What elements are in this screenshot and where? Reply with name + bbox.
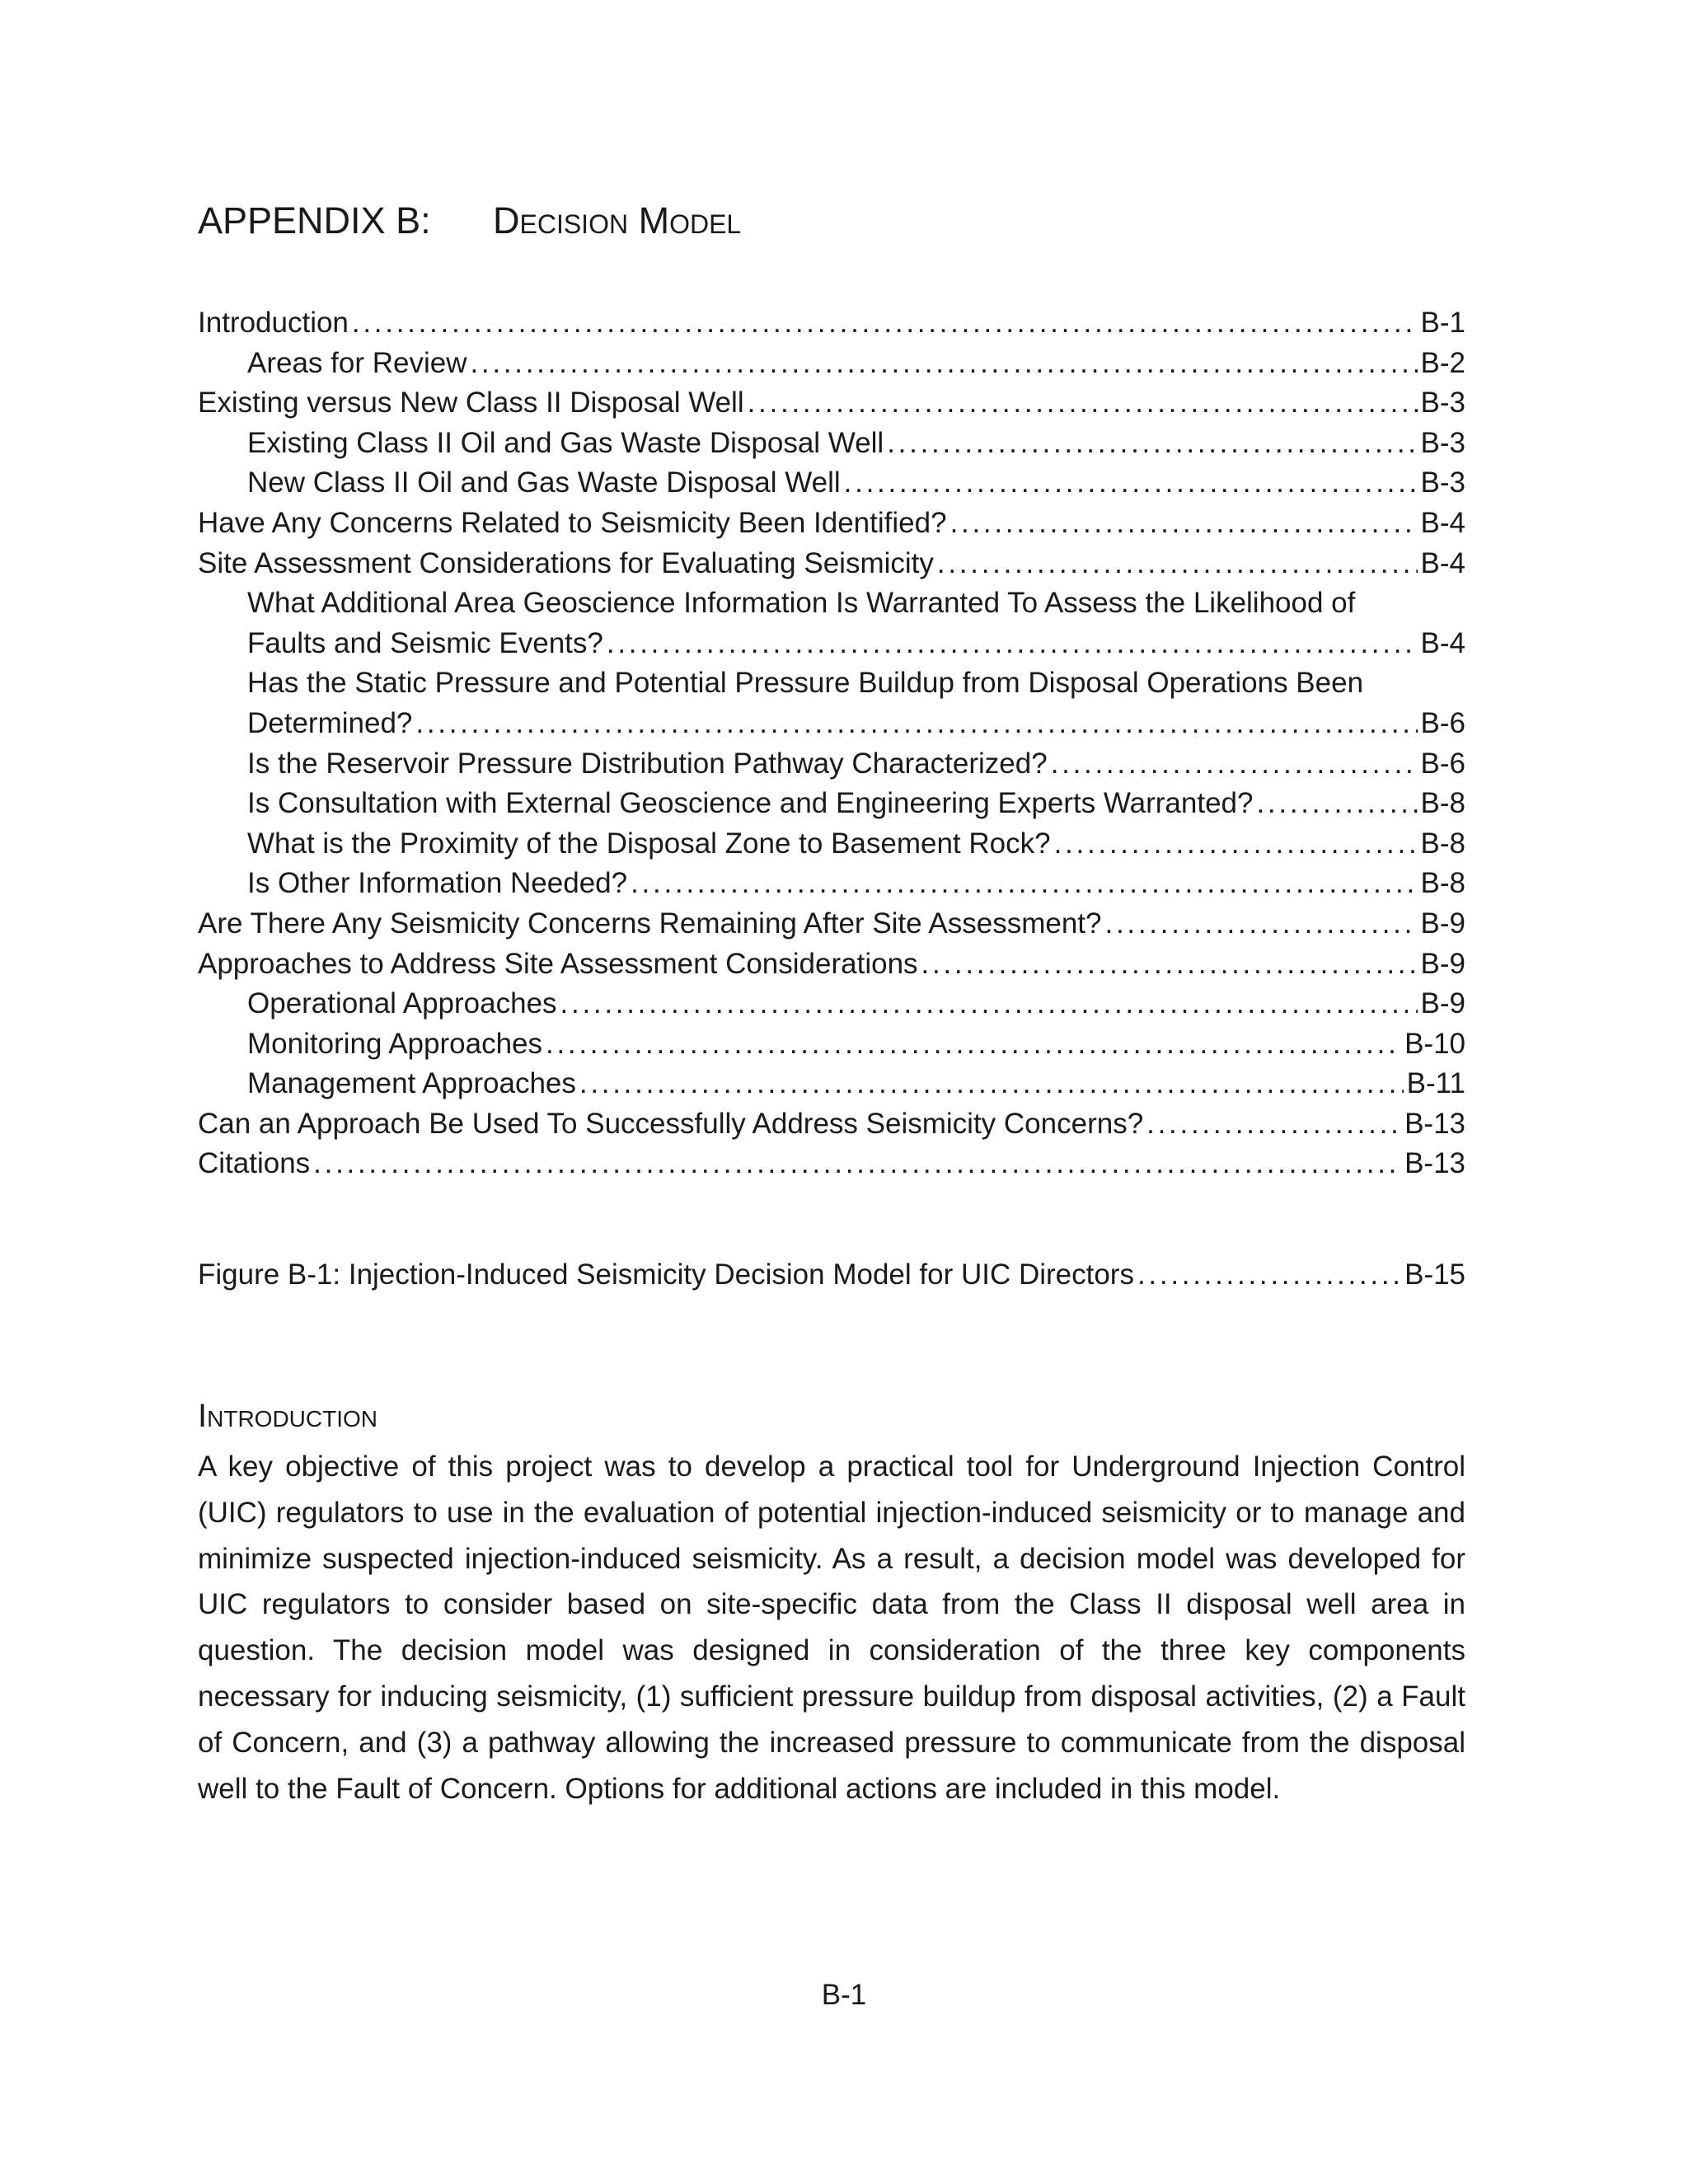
toc-page-number: B-1 xyxy=(1420,307,1465,339)
toc-leader-dots xyxy=(950,504,1418,544)
appendix-name: Decision Model xyxy=(493,199,742,241)
toc-page-number: B-4 xyxy=(1420,626,1465,659)
toc-page-number: B-3 xyxy=(1420,466,1465,499)
toc-entry-title: Is Consultation with External Geoscience and Engineering Experts Warranted? xyxy=(247,787,1254,820)
toc-leader-dots xyxy=(313,1144,1401,1184)
toc-entry-title: New Class II Oil and Gas Waste Disposal Well xyxy=(247,466,841,499)
toc-leader-dots xyxy=(1137,1255,1401,1296)
toc-entry-areas-for-review[interactable] xyxy=(198,344,1465,384)
toc-entry-title: What is the Proximity of the Disposal Zone to Basement Rock? xyxy=(247,827,1051,860)
toc-leader-dots xyxy=(1256,784,1417,824)
toc-page-number: B-11 xyxy=(1406,1067,1465,1100)
toc-page-number: B-4 xyxy=(1420,546,1465,579)
toc-entry-geoscience-info-line1[interactable] xyxy=(198,583,1465,624)
toc-page-number: B-2 xyxy=(1420,346,1465,379)
toc-entry-expert-consultation[interactable] xyxy=(198,784,1465,824)
toc-entry-monitoring-approaches[interactable] xyxy=(198,1024,1465,1065)
toc-page-number: B-3 xyxy=(1420,426,1465,459)
list-of-figures xyxy=(198,1255,1465,1296)
toc-leader-dots xyxy=(748,383,1418,424)
toc-page-number: B-4 xyxy=(1420,506,1465,539)
toc-entry-basement-proximity[interactable] xyxy=(198,824,1465,865)
toc-leader-dots xyxy=(607,624,1418,664)
toc-entry-title: Existing versus New Class II Disposal Well xyxy=(198,387,744,419)
toc-entry-other-information[interactable] xyxy=(198,864,1465,904)
toc-leader-dots xyxy=(1105,904,1418,944)
page-title xyxy=(198,196,741,246)
toc-entry-title: Operational Approaches xyxy=(247,987,557,1020)
toc-leader-dots xyxy=(937,544,1418,584)
toc-leader-dots xyxy=(415,704,1417,744)
toc-page-number: B-9 xyxy=(1420,907,1465,940)
toc-page-number: B-9 xyxy=(1420,987,1465,1020)
toc-page-number: B-13 xyxy=(1404,1107,1465,1140)
toc-entry-title: Approaches to Address Site Assessment Considerations xyxy=(198,947,918,980)
toc-entry-successful-approach[interactable] xyxy=(198,1104,1465,1145)
toc-page-number: B-3 xyxy=(1420,387,1465,419)
toc-leader-dots xyxy=(921,944,1418,985)
toc-entry-existing-well[interactable] xyxy=(198,424,1465,464)
toc-entry-geoscience-info[interactable] xyxy=(198,624,1465,664)
toc-page-number: B-13 xyxy=(1404,1147,1465,1180)
toc-entry-title: Is the Reservoir Pressure Distribution Pathway Characterized? xyxy=(247,747,1048,780)
toc-entry-operational-approaches[interactable] xyxy=(198,984,1465,1024)
toc-leader-dots xyxy=(579,1064,1404,1104)
toc-page-number: B-10 xyxy=(1404,1027,1465,1060)
toc-page-number: B-6 xyxy=(1420,706,1465,739)
toc-entry-introduction[interactable] xyxy=(198,303,1465,344)
toc-entry-title: Monitoring Approaches xyxy=(247,1027,542,1060)
toc-entry-concerns-identified[interactable] xyxy=(198,504,1465,544)
toc-leader-dots xyxy=(631,864,1417,904)
toc-leader-dots xyxy=(546,1024,1401,1065)
toc-leader-dots xyxy=(1051,744,1418,785)
toc-leader-dots xyxy=(887,424,1417,464)
table-of-contents xyxy=(198,303,1465,1184)
toc-entry-title: Areas for Review xyxy=(247,346,467,379)
toc-entry-title: Is Other Information Needed? xyxy=(247,867,628,900)
toc-entry-static-pressure-line1[interactable] xyxy=(198,663,1465,704)
toc-leader-dots xyxy=(1054,824,1418,865)
toc-leader-dots xyxy=(470,344,1417,384)
toc-entry-title: Management Approaches xyxy=(247,1067,576,1100)
page-number-footer: B-1 xyxy=(821,1979,867,2011)
toc-leader-dots xyxy=(844,463,1418,504)
introduction-paragraph: A key objective of this project was to develop a practical tool for Underground Injection Control (UIC) regulators to use in the evaluation of potential injection-induced seismicity or to manage and minimize suspected injection-induced seismicity. As a result, a decision model was developed for UIC regulators to consider based on site-specific data from the Class II disposal well area in question. The decision model was designed in consideration of the three key components necessary for inducing seismicity, (1) sufficient pressure buildup from disposal activities, (2) a Fault of Concern, and (3) a pathway allowing the increased pressure to communicate from the disposal well to the Fault of Concern. Options for additional actions are included in this model. xyxy=(198,1451,1465,1805)
toc-entry-title: Existing Class II Oil and Gas Waste Disposal Well xyxy=(247,426,884,459)
toc-entry-title: What Additional Area Geoscience Information Is Warranted To Assess the Likelihood of xyxy=(247,587,1356,620)
toc-entry-title: Has the Static Pressure and Potential Pressure Buildup from Disposal Operations Been xyxy=(247,667,1364,700)
figure-entry-title: Figure B-1: Injection-Induced Seismicity Decision Model for UIC Directors xyxy=(198,1258,1134,1291)
figure-page-number: B-15 xyxy=(1404,1258,1465,1291)
toc-entry-site-assessment[interactable] xyxy=(198,544,1465,584)
toc-page-number: B-8 xyxy=(1420,787,1465,820)
toc-leader-dots xyxy=(560,984,1418,1024)
figure-entry-b1[interactable] xyxy=(198,1255,1465,1296)
toc-entry-management-approaches[interactable] xyxy=(198,1064,1465,1104)
toc-entry-static-pressure[interactable] xyxy=(198,704,1465,744)
toc-entry-title: Have Any Concerns Related to Seismicity Been Identified? xyxy=(198,506,947,539)
introduction-heading: Introduction xyxy=(198,1398,377,1434)
toc-page-number: B-9 xyxy=(1420,947,1465,980)
toc-entry-title: Faults and Seismic Events? xyxy=(247,626,603,659)
toc-entry-title: Can an Approach Be Used To Successfully Address Seismicity Concerns? xyxy=(198,1107,1144,1140)
toc-leader-dots xyxy=(1146,1104,1401,1145)
toc-leader-dots xyxy=(352,303,1418,344)
toc-entry-citations[interactable] xyxy=(198,1144,1465,1184)
toc-entry-title: Citations xyxy=(198,1147,311,1180)
toc-entry-existing-versus-new[interactable] xyxy=(198,383,1465,424)
toc-entry-new-well[interactable] xyxy=(198,463,1465,504)
toc-page-number: B-8 xyxy=(1420,827,1465,860)
toc-page-number: B-8 xyxy=(1420,867,1465,900)
appendix-label: APPENDIX B: xyxy=(198,199,431,241)
toc-page-number: B-6 xyxy=(1420,747,1465,780)
toc-entry-title: Are There Any Seismicity Concerns Remaining After Site Assessment? xyxy=(198,907,1102,940)
toc-entry-approaches[interactable] xyxy=(198,944,1465,985)
toc-entry-title: Site Assessment Considerations for Evaluating Seismicity xyxy=(198,546,934,579)
toc-entry-concerns-remaining[interactable] xyxy=(198,904,1465,944)
toc-entry-pressure-pathway[interactable] xyxy=(198,744,1465,785)
toc-entry-title: Introduction xyxy=(198,307,349,339)
toc-entry-title: Determined? xyxy=(247,706,413,739)
